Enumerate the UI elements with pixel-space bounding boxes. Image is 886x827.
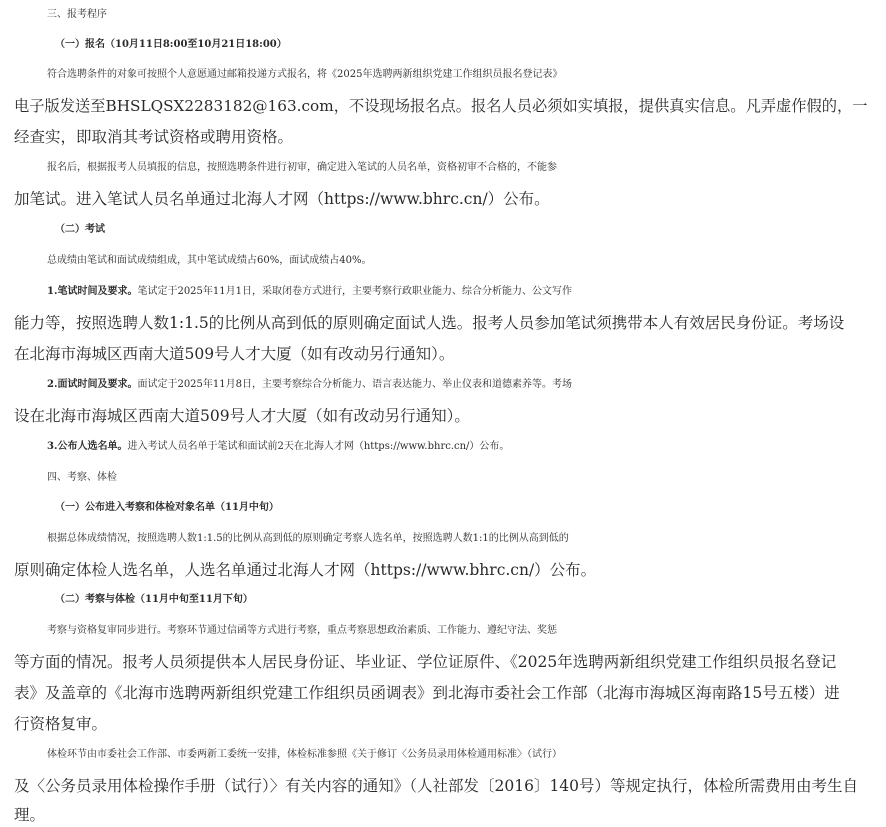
subsection-registration-heading [55, 35, 886, 55]
subsection-inspection-title: （二）考察与体检（11月中旬至11月下旬） [55, 594, 253, 605]
interview-item [47, 375, 886, 395]
subsection-inspection-heading [55, 590, 886, 610]
written-exam-text: 笔试定于2025年11月1日，采取闭卷方式进行，主要考察行政职业能力、综合分析能力、公文写作 [137, 286, 572, 297]
written-exam-line: 在北海市海城区西南大道509号人才大厦（如有改动另行通知）。 [14, 345, 455, 363]
section-4-heading: 四、考察、体检 [47, 472, 117, 483]
interview-text: 面试定于2025年11月8日，主要考察综合分析能力、语言表达能力、举止仪表和道德素养等。考场 [137, 379, 572, 390]
inspection-paragraph-line: 表》及盖章的《北海市选聘两新组织党建工作组织员函调表》到北海市委社会工作部（北海市海城区海南路15号五楼）进 [14, 684, 840, 702]
candidate-list-line: 原则确定体检人选名单，人选名单通过北海人才网（https://www.bhrc.cn/）公布。 [14, 561, 597, 579]
interview-label: 2.面试时间及要求。 [47, 379, 138, 390]
inspection-paragraph-line: 考察与资格复审同步进行。考察环节通过信函等方式进行考察，重点考察思想政治素质、工作能力、遵纪守法、奖惩 [47, 625, 557, 636]
written-exam-label: 1.笔试时间及要求。 [47, 286, 138, 297]
publish-list-item [47, 437, 886, 457]
exam-score-paragraph: 总成绩由笔试和面试成绩组成，其中笔试成绩占60%，面试成绩占40%。 [47, 255, 372, 266]
inspection-paragraph-line: 行资格复审。 [14, 715, 108, 733]
registration-paragraph-line: 电子版发送至BHSLQSX2283182@163.com，不设现场报名点。报名人员必须如实填报，提供真实信息。凡弄虚作假的，一 [14, 97, 868, 115]
interview-line: 设在北海市海城区西南大道509号人才大厦（如有改动另行通知）。 [14, 407, 470, 425]
inspection-paragraph-line: 等方面的情况。报考人员须提供本人居民身份证、毕业证、学位证原件、《2025年选聘两新组织党建工作组织员报名登记 [14, 653, 837, 671]
publish-list-text: 进入考试人员名单于笔试和面试前2天在北海人才网（https://www.bhrc.cn/）公布。 [127, 441, 510, 452]
medical-paragraph-line: 理。 [14, 806, 46, 824]
written-exam-line: 能力等，按照选聘人数1:1.5的比例从高到低的原则确定面试人选。报考人员参加笔试须携带本人有效居民身份证。考场设 [14, 314, 845, 332]
review-paragraph-line: 加笔试。进入笔试人员名单通过北海人才网（https://www.bhrc.cn/）公布。 [14, 190, 550, 208]
registration-paragraph-line: 经查实，即取消其考试资格或聘用资格。 [14, 128, 294, 146]
subsection-registration-title: （一）报名（10月11日8:00至10月21日18:00） [55, 39, 287, 50]
registration-paragraph-line: 符合选聘条件的对象可按照个人意愿通过邮箱投递方式报名，将《2025年选聘两新组织党建工作组织员报名登记表》 [47, 69, 563, 80]
subsection-candidate-list-title: （一）公布进入考察和体检对象名单（11月中旬） [55, 502, 279, 513]
subsection-candidate-list-heading [55, 498, 886, 518]
review-paragraph-line: 报名后，根据报考人员填报的信息，按照选聘条件进行初审，确定进入笔试的人员名单，资格初审不合格的，不能参 [47, 162, 557, 173]
medical-paragraph-line: 及〈公务员录用体检操作手册（试行）〉有关内容的通知》（人社部发〔2016〕140号）等规定执行，体检所需费用由考生自 [14, 777, 859, 795]
subsection-exam-title: （二）考试 [55, 224, 105, 235]
publish-list-label: 3.公布人选名单。 [47, 441, 128, 452]
candidate-list-line: 根据总体成绩情况，按照选聘人数1:1.5的比例从高到低的原则确定考察人选名单，按照选聘人数1:1的比例从高到低的 [47, 533, 569, 544]
section-3-heading: 三、报考程序 [47, 9, 107, 20]
medical-paragraph-line: 体检环节由市委社会工作部、市委两新工委统一安排，体检标准参照《关于修订〈公务员录用体检通用标准〉（试行） [47, 749, 562, 760]
written-exam-item [47, 282, 886, 302]
subsection-exam-heading [55, 220, 886, 240]
